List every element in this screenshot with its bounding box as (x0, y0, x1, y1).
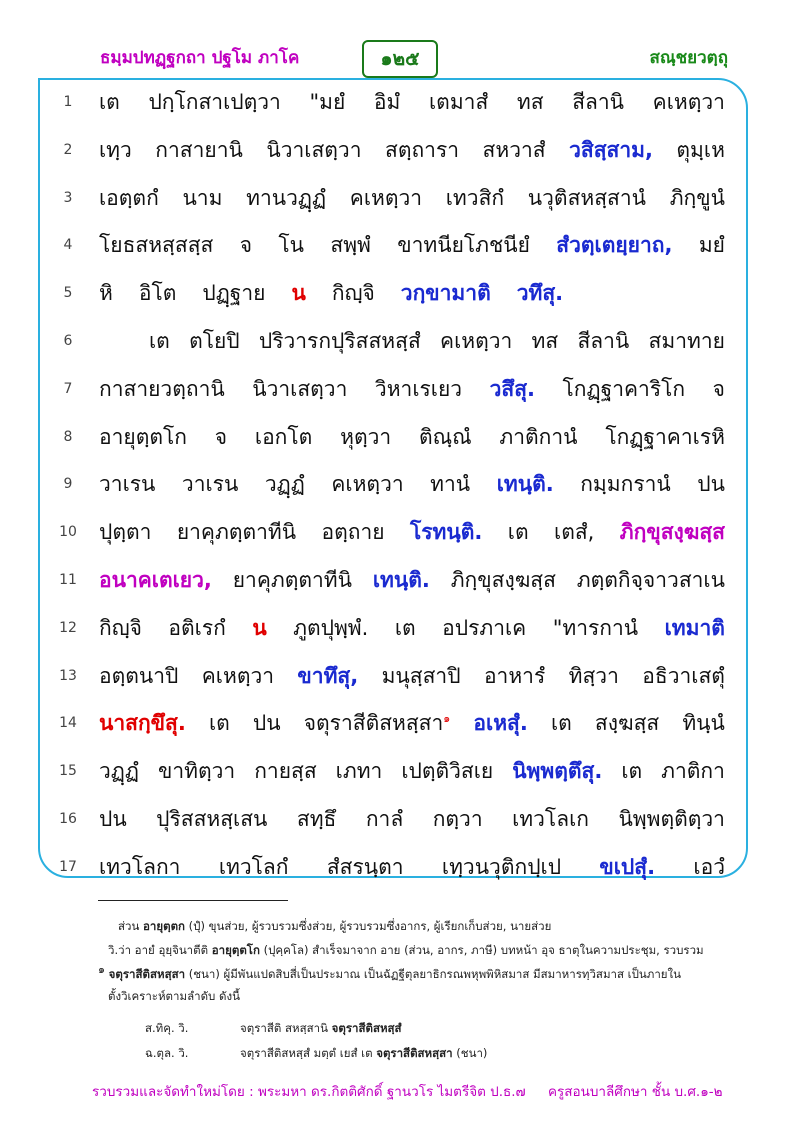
word: ปฏฺฐาย (202, 281, 266, 306)
word: เอตฺตกํ (99, 185, 159, 210)
footnote-rule (98, 900, 288, 901)
example-2-label: ฉ.ตุล. วิ. (145, 1046, 189, 1060)
line-text (99, 751, 725, 791)
word: จ (239, 233, 253, 258)
line-text (99, 608, 725, 648)
word: ติณฺณํ (418, 424, 472, 449)
word: คเหตฺวา (652, 90, 725, 114)
header-title: ธมฺมปทฏฺฐกถา ปฐโม ภาโค (100, 48, 300, 68)
line-number: 6 (63, 333, 73, 349)
footnote-3 (98, 963, 682, 982)
word: เทฺว (99, 137, 132, 162)
text-line (54, 512, 734, 552)
word: อเหสุํ. (473, 711, 528, 736)
word: ปน (697, 472, 725, 497)
word: โกฏฺฐาคาริโก (562, 376, 686, 401)
text-line (54, 847, 734, 887)
word: ทานํ (430, 472, 471, 497)
word: ทินฺนํ (682, 711, 725, 736)
word: ภิกฺขุสงฺฆสฺส (450, 568, 556, 592)
word: โกฏฺฐาคาเรหิ (605, 424, 725, 449)
word: ภิกฺขูนํ (669, 185, 725, 210)
footnote-2-lead: วิ.ว่า อายํ อุยฺจินาตีติ (108, 943, 209, 957)
word: มยํ (698, 233, 725, 258)
word: สีลานิ (572, 90, 625, 114)
word: เทวสิกํ (445, 185, 505, 210)
word: ขเปสุํ. (599, 854, 656, 879)
word: คเหตฺวา (440, 329, 513, 353)
line-text (99, 703, 725, 743)
line-text (99, 512, 725, 552)
example-2-term: จตุราสีติสหสฺสา (376, 1046, 453, 1060)
footnote-1-lead: ส่วน (118, 919, 140, 933)
line-text (99, 130, 725, 170)
word: ขาทิตฺวา (158, 759, 236, 784)
line-number: 16 (59, 811, 77, 827)
word: อาหารํ (483, 663, 546, 688)
word: เอวํ (693, 854, 725, 879)
line-text (149, 321, 725, 361)
word: กิญฺจิ (331, 281, 375, 306)
text-line (54, 656, 734, 696)
word: จตุราสีติสหสฺสา$^๑$ (303, 711, 451, 736)
line-text (99, 369, 725, 409)
word: วกฺขามาติ (400, 281, 491, 306)
line-text (99, 273, 725, 313)
line-number: 2 (63, 141, 73, 158)
word: น (252, 615, 267, 640)
footer-course: ครูสอนบาลีศึกษา ชั้น บ.ศ.๑-๒ (548, 1084, 723, 1100)
word: ยาคุภตฺตาทีนิ (232, 568, 352, 592)
word: วฏฺฏํ (264, 472, 305, 497)
word: นิพฺพตฺติตฺวา (618, 807, 725, 831)
example-2 (240, 1045, 487, 1061)
word: อิโต (138, 281, 177, 306)
word: อตฺตนาปิ (99, 663, 179, 688)
text-line (54, 608, 734, 648)
line-number: 14 (59, 715, 77, 732)
word: วสึสุ. (489, 376, 535, 401)
word: อายุตฺตโก (99, 424, 187, 449)
word: เทนฺติ. (496, 472, 554, 497)
word: ขาทึสุ, (297, 663, 359, 688)
word: ปุริสสหสฺเสน (156, 807, 268, 831)
word: ตโยปิ (189, 329, 240, 353)
word: เภทา (335, 759, 383, 784)
word: อติเรกํ (168, 615, 226, 640)
footnote-1-text: (ปุํ) ขุนส่วย, ผู้รวบรวมซึ่งส่วย, ผู้รวบรวมซึ่งอากร, ผู้เรียกเก็บส่วย, นายส่วย (188, 919, 552, 933)
text-line (54, 369, 734, 409)
line-number: 12 (59, 619, 77, 636)
word: สํสรนฺตา (326, 854, 404, 879)
word: เต (208, 711, 230, 736)
word: วทึสุ. (516, 281, 564, 306)
word: คเหตฺวา (201, 663, 275, 688)
line-text (99, 82, 725, 122)
example-1-text: จตุราสีติ สหสฺสานิ (240, 1021, 328, 1035)
line-text (99, 560, 725, 600)
footnote-3-text: (ชนา) ผู้มีพันแปดสิบสี่เป็นประมาณ เป็นฉัฏฐีตุลยาธิกรณพหุพพิหิสมาส มีสมาหารทฺวิสมาส เป็นภายใน (188, 967, 682, 981)
line-text (99, 656, 725, 696)
line-text (99, 417, 725, 457)
footnote-3-mark: ๑ (98, 963, 105, 977)
word: เทนฺติ. (372, 568, 430, 592)
word: เต (99, 90, 120, 114)
text-line (54, 273, 734, 313)
word: นิพฺพตฺตึสุ. (512, 759, 603, 784)
example-1 (240, 1020, 402, 1036)
line-number: 13 (59, 667, 77, 684)
word: สงฺฆสฺส (594, 711, 660, 736)
word: วสิสฺสาม, (569, 137, 653, 162)
word: ยาคุภตฺตาทีนิ (176, 520, 297, 545)
word: กิญฺจิ (99, 615, 142, 640)
word: สตฺถารา (385, 137, 460, 162)
text-line (54, 82, 734, 122)
word: นวุติสหสฺสานํ (527, 185, 647, 210)
word: น (291, 281, 306, 306)
word: เต (394, 615, 416, 640)
word: นิวาเสตฺวา (266, 137, 362, 162)
word: วาเรน (181, 472, 239, 497)
word: เต (507, 520, 529, 545)
word: โรทนฺติ. (410, 520, 483, 545)
footnote-2-text: (ปุคฺคโล) สำเร็จมาจาก อาย (ส่วน, อากร, ภาษี) บทหน้า อุจ ธาตุในความประชุม, รวบรวม (263, 943, 704, 957)
word: ภิกฺขุสงฺฆสฺส (619, 520, 725, 545)
word: ปุตฺตา (99, 520, 152, 545)
word: เทฺวนวุติกปฺเป (441, 854, 562, 879)
word: คเหตฺวา (349, 185, 423, 210)
word: อตฺถาย (321, 520, 385, 545)
line-number: 4 (63, 237, 73, 254)
line-number: 8 (63, 428, 73, 445)
word: นาม (182, 185, 223, 210)
word: ปน (252, 711, 281, 736)
word: ภตฺตกิจฺจาวสาเน (576, 568, 725, 592)
word: สํวตฺเตยฺยาถ, (556, 233, 673, 258)
word: สหวาสํ (482, 137, 546, 162)
line-number: 10 (59, 524, 77, 541)
footnote-3-term: จตุราสีติสหสฺสา (108, 967, 186, 981)
word: "ทารกานํ (552, 615, 639, 640)
word: เอกโต (254, 424, 313, 449)
word: เทมาติ (664, 615, 725, 640)
word: กาลํ (365, 807, 404, 831)
line-number: 15 (59, 763, 77, 780)
word: วฏฺฏํ (99, 759, 139, 784)
text-line (54, 178, 734, 218)
line-text (99, 225, 725, 265)
word: กมฺมกรานํ (580, 472, 671, 497)
word: วิหาเรเยว (374, 376, 463, 401)
word: โยธสหสฺสสฺส (99, 233, 214, 258)
text-line (54, 225, 734, 265)
word: หิ (99, 281, 113, 306)
footnote-2 (108, 942, 704, 958)
word: ทานวฏฺฏํ (246, 185, 327, 210)
word: มนุสฺสาปิ (381, 663, 461, 688)
word: กตฺวา (432, 807, 483, 831)
text-line (54, 703, 734, 743)
footer-author: รวบรวมและจัดทำใหม่โดย : พระมหา ดร.กิตติศักดิ์ ฐานวโร ไมตรีจิต ป.ธ.๗ (92, 1084, 526, 1100)
footnote-ref: ๑ (443, 712, 451, 726)
text-line (54, 751, 734, 791)
word: เต (149, 329, 170, 353)
word: ทส (531, 329, 559, 353)
word: สพฺพํ (330, 233, 371, 258)
word: สมาทาย (648, 329, 725, 353)
text-line (54, 321, 734, 361)
text-line (54, 464, 734, 504)
example-1-label: ส.ทิคุ. วิ. (145, 1021, 189, 1035)
word: ปน (99, 807, 127, 831)
word: อธิวาเสตุํ (642, 663, 725, 688)
line-number: 11 (59, 572, 77, 588)
word: นิวาเสตฺวา (252, 376, 348, 401)
text-line (54, 799, 734, 839)
word: เปตฺติวิสเย (401, 759, 494, 784)
word: เทวโลเก (512, 807, 589, 831)
word: หุตฺวา (340, 424, 392, 449)
word: ทิสฺวา (568, 663, 619, 688)
word: ปกฺโกสาเปตฺวา (148, 90, 281, 114)
word: เตสํ, (554, 520, 595, 545)
line-text (99, 464, 725, 504)
word: สีลานิ (577, 329, 630, 353)
line-text (99, 799, 725, 839)
line-text (99, 847, 725, 887)
word: สทฺธึ (296, 807, 337, 831)
text-line (54, 417, 734, 457)
word: ตุมฺเห (676, 137, 725, 162)
footnote-1 (118, 918, 551, 934)
footnote-3-continued: ตั้งวิเคราะห์ตามลำดับ ดังนี้ (108, 989, 240, 1003)
word: เต (550, 711, 572, 736)
line-number: 17 (59, 858, 77, 875)
word: ภูตปุพฺพํ. (293, 615, 369, 640)
word: เทวโลกา (99, 854, 181, 879)
word: กาสายานิ (155, 137, 243, 162)
line-number: 9 (63, 476, 73, 493)
word: เทวโลกํ (218, 854, 289, 879)
word: จ (214, 424, 228, 449)
word: ขาทนียโภชนียํ (397, 233, 530, 258)
line-text (99, 178, 725, 218)
word: ทส (516, 90, 544, 114)
page-number-badge: ๑๒๕ (362, 40, 438, 78)
word: อปรภาเค (442, 615, 527, 640)
footnote-2-term: อายุตฺตโก (211, 943, 260, 957)
word: โน (278, 233, 305, 258)
text-line (54, 130, 734, 170)
text-line (54, 560, 734, 600)
example-2-rest: (ชนา) (456, 1046, 488, 1060)
word: "มยํ (309, 90, 346, 114)
footnote-1-term: อายุตฺตก (143, 919, 186, 933)
word: เต (621, 759, 643, 784)
example-1-term: จตุราสีติสหสฺสํ (331, 1021, 402, 1035)
line-number: 7 (63, 380, 73, 397)
word: อนาคเตเยว, (99, 568, 212, 592)
word: วาเรน (99, 472, 156, 497)
word: กายสฺส (254, 759, 317, 784)
word: กาสายวตฺถานิ (99, 376, 225, 401)
line-number: 1 (63, 94, 73, 110)
word: นาสกฺขึสุ. (99, 711, 186, 736)
word: ภาติกา (661, 759, 725, 784)
word: ปริวารกปุริสสหสฺสํ (258, 329, 421, 353)
header-section-title: สณฺชยวตฺถุ (649, 48, 728, 68)
word: เตมาสํ (429, 90, 489, 114)
word: อิมํ (373, 90, 401, 114)
word: คเหตฺวา (331, 472, 404, 497)
example-2-text: จตุราสีติสหสฺสํ มตฺตํ เยสํ เต (240, 1046, 373, 1060)
line-number: 3 (63, 189, 73, 206)
line-number: 5 (63, 285, 73, 302)
word: จ (712, 376, 725, 401)
word: ภาติกานํ (499, 424, 578, 449)
